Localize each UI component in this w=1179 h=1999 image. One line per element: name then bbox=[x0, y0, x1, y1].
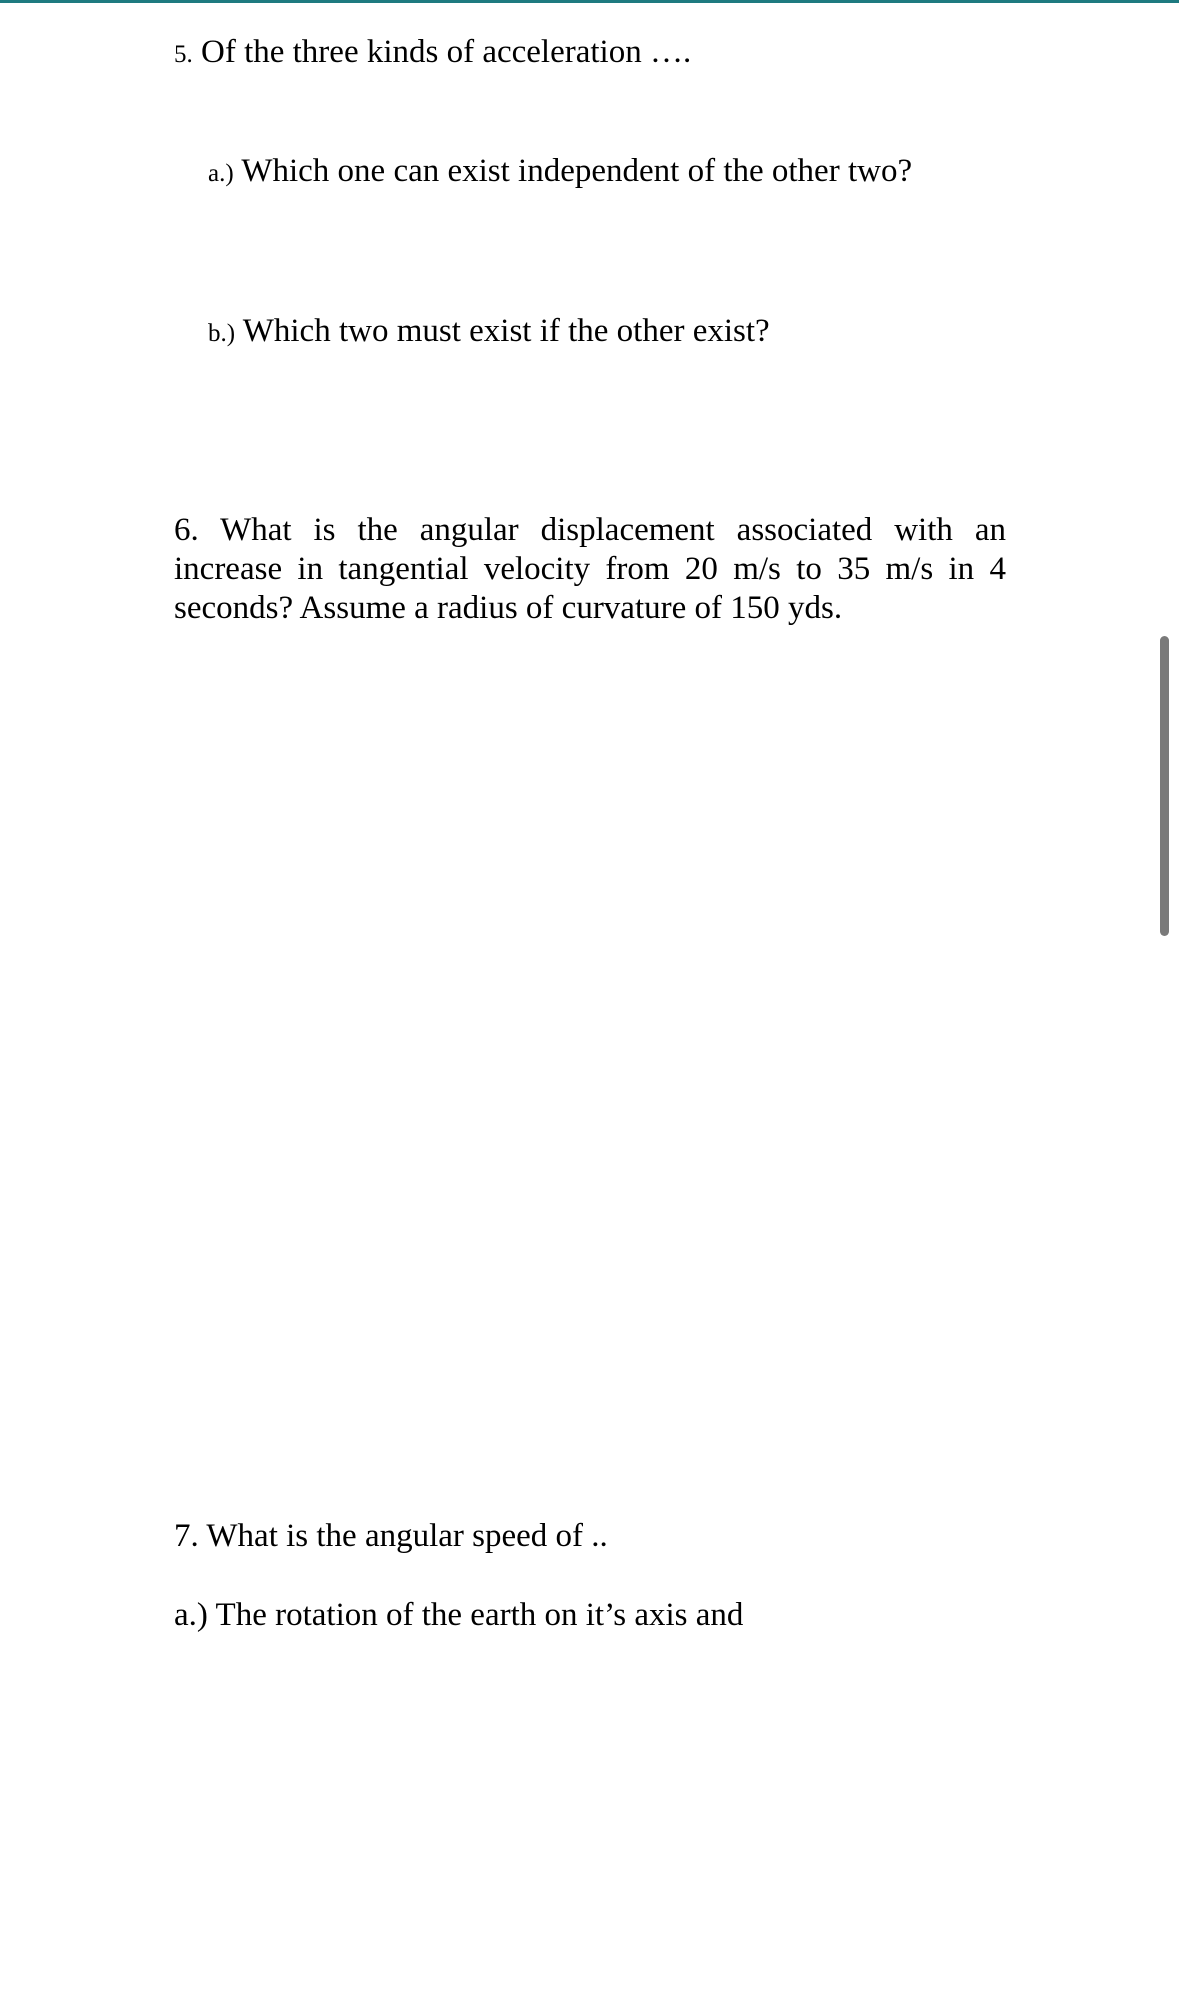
question-5-number: 5. bbox=[174, 41, 193, 68]
question-5a-text: Which one can exist independent of the other two? bbox=[241, 153, 913, 189]
question-5a bbox=[208, 151, 912, 194]
vertical-scrollbar-thumb[interactable] bbox=[1160, 636, 1169, 936]
question-7a-text: a.) The rotation of the earth on it’s axis and bbox=[174, 1597, 744, 1633]
question-5b-label: b.) bbox=[208, 320, 236, 347]
top-accent-rule bbox=[0, 0, 1179, 3]
question-5-heading bbox=[174, 32, 691, 75]
question-7-heading: 7. What is the angular speed of .. bbox=[174, 1518, 608, 1554]
question-5-text: Of the three kinds of acceleration …. bbox=[201, 34, 692, 70]
question-6-text: 6. What is the angular displacement associated with an increase in tangential velocity from 20 m/s to 35 m/s in 4 seconds? Assume a radius of curvature of 150 yds. bbox=[174, 512, 1006, 626]
question-5a-label: a.) bbox=[208, 160, 234, 187]
question-5b bbox=[208, 311, 770, 354]
question-5b-text: Which two must exist if the other exist? bbox=[242, 313, 770, 349]
